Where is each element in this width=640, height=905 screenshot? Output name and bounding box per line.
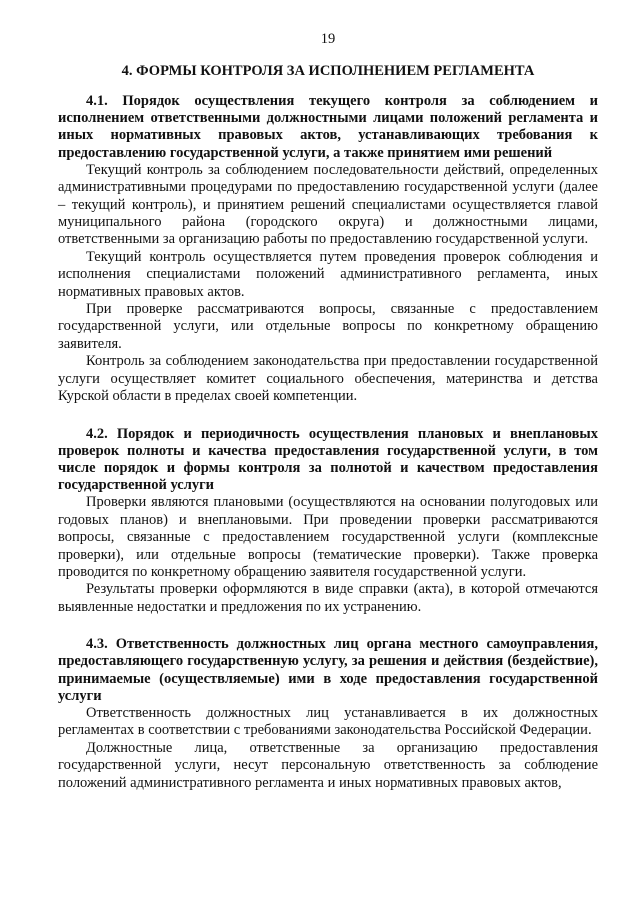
section-4-3 (58, 636, 598, 792)
document-page (58, 30, 598, 792)
section-heading: 4.3. Ответственность должностных лиц органа местного самоуправления, предоставляющего государственную услугу, за решения и действия (бездействие), принимаемые (осуществляемые) ими в ходе предоставления государственной услуги (58, 636, 598, 704)
paragraph: Текущий контроль осуществляется путем проведения проверок соблюдения и исполнения специалистами положений административного регламента, иных нормативных правовых актов. (58, 248, 598, 300)
paragraph: Контроль за соблюдением законодательства при предоставлении государственной услуги осуществляет комитет социального обеспечения, материнства и детства Курской области в пределах своей компетенции. (58, 353, 598, 405)
paragraph: Текущий контроль за соблюдением последовательности действий, определенных административными процедурами по предоставлению государственной услуги (далее – текущий контроль), и принятием решений специалистами осуществляется главой муниципального района (городского округа) и должностными лицами, ответственными за организацию работы по предоставлению государственной услуги. (58, 161, 598, 248)
paragraph: Ответственность должностных лиц устанавливается в их должностных регламентах в соответствии с требованиями законодательства Российской Федерации. (58, 704, 598, 739)
paragraph: При проверке рассматриваются вопросы, связанные с предоставлением государственной услуги, или отдельные вопросы по конкретному обращению заявителя. (58, 301, 598, 352)
paragraph: Должностные лица, ответственные за организацию предоставления государственной услуги, несут персональную ответственность за соблюдение положений административного регламента и иных нормативных правовых актов, (58, 739, 598, 791)
section-heading: 4.1. Порядок осуществления текущего контроля за соблюдением и исполнением ответственными должностными лицами положений регламента и иных нормативных правовых актов, устанавливающих требования к предоставлению государственной услуги, а также принятием ими решений (58, 93, 598, 161)
paragraph: Проверки являются плановыми (осуществляются на основании полугодовых или годовых планов) и внеплановыми. При проведении проверки рассматриваются вопросы, связанные с предоставлением государственной услуги (комплексные проверки), или отдельные вопросы (тематические проверки). Также проверка проводится по конкретному обращению заявителя государственной услуги. (58, 494, 598, 580)
section-heading: 4.2. Порядок и периодичность осуществления плановых и внеплановых проверок полноты и качества предоставления государственной услуги, в том числе порядок и формы контроля за полнотой и качеством предоставления государственной услуги (58, 425, 598, 494)
chapter-title: 4. ФОРМЫ КОНТРОЛЯ ЗА ИСПОЛНЕНИЕМ РЕГЛАМЕНТА (121, 63, 535, 79)
page-number: 19 (320, 31, 336, 47)
paragraph: Результаты проверки оформляются в виде справки (акта), в которой отмечаются выявленные недостатки и предложения по их устранению. (58, 581, 598, 615)
section-4-1 (58, 93, 598, 406)
section-4-2 (58, 426, 598, 617)
